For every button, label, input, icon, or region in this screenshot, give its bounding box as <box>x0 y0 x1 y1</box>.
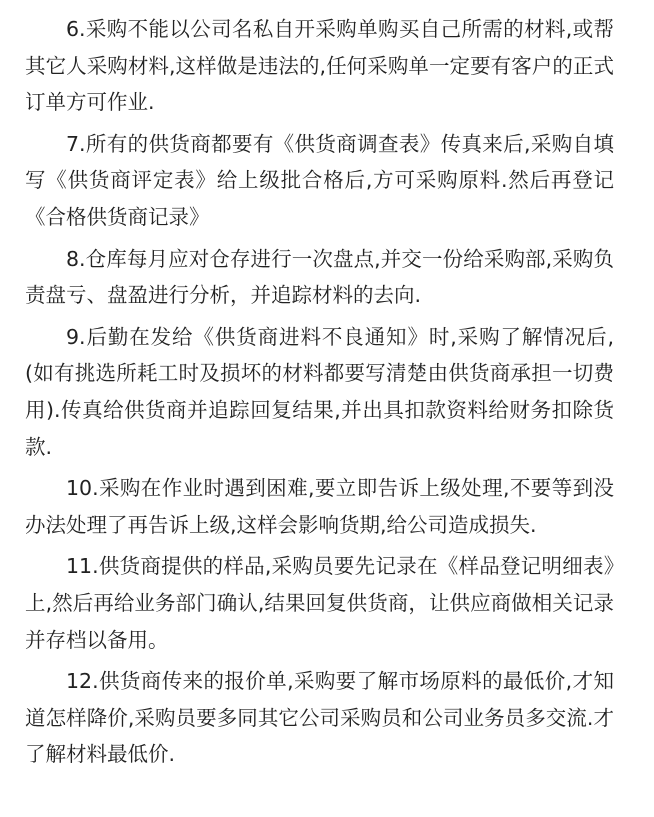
paragraph-item-6: 6.采购不能以公司名私自开采购单购买自己所需的材料,或帮其它人采购材料,这样做是违法的,任何采购单一定要有客户的正式订单方可作业. <box>25 17 614 115</box>
paragraph-item-9: 9.后勤在发给《供货商进料不良通知》时,采购了解情况后,(如有挑选所耗工时及损坏的材料都要写清楚由供货商承担一切费用).传真给供货商并追踪回复结果,并出具扣款资料给财务扣除货款. <box>25 324 614 459</box>
paragraph-item-8: 8.仓库每月应对仓存进行一次盘点,并交一份给采购部,采购负责盘亏、盘盈进行分析，并追踪材料的去向. <box>25 246 614 308</box>
paragraph-item-12: 12.供货商传来的报价单,采购要了解市场原料的最低价,才知道怎样降价,采购员要多同其它公司采购员和公司业务员多交流.才了解材料最低价. <box>25 669 614 767</box>
paragraph-item-11: 11.供货商提供的样品,采购员要先记录在《样品登记明细表》上,然后再给业务部门确认,结果回复供货商，让供应商做相关记录并存档以备用。 <box>25 554 614 652</box>
paragraph-item-7: 7.所有的供货商都要有《供货商调查表》传真来后,采购自填写《供货商评定表》给上级批合格后,方可采购原料.然后再登记《合格供货商记录》 <box>25 131 614 229</box>
paragraph-item-10: 10.采购在作业时遇到困难,要立即告诉上级处理,不要等到没办法处理了再告诉上级,这样会影响货期,给公司造成损失. <box>25 476 614 537</box>
